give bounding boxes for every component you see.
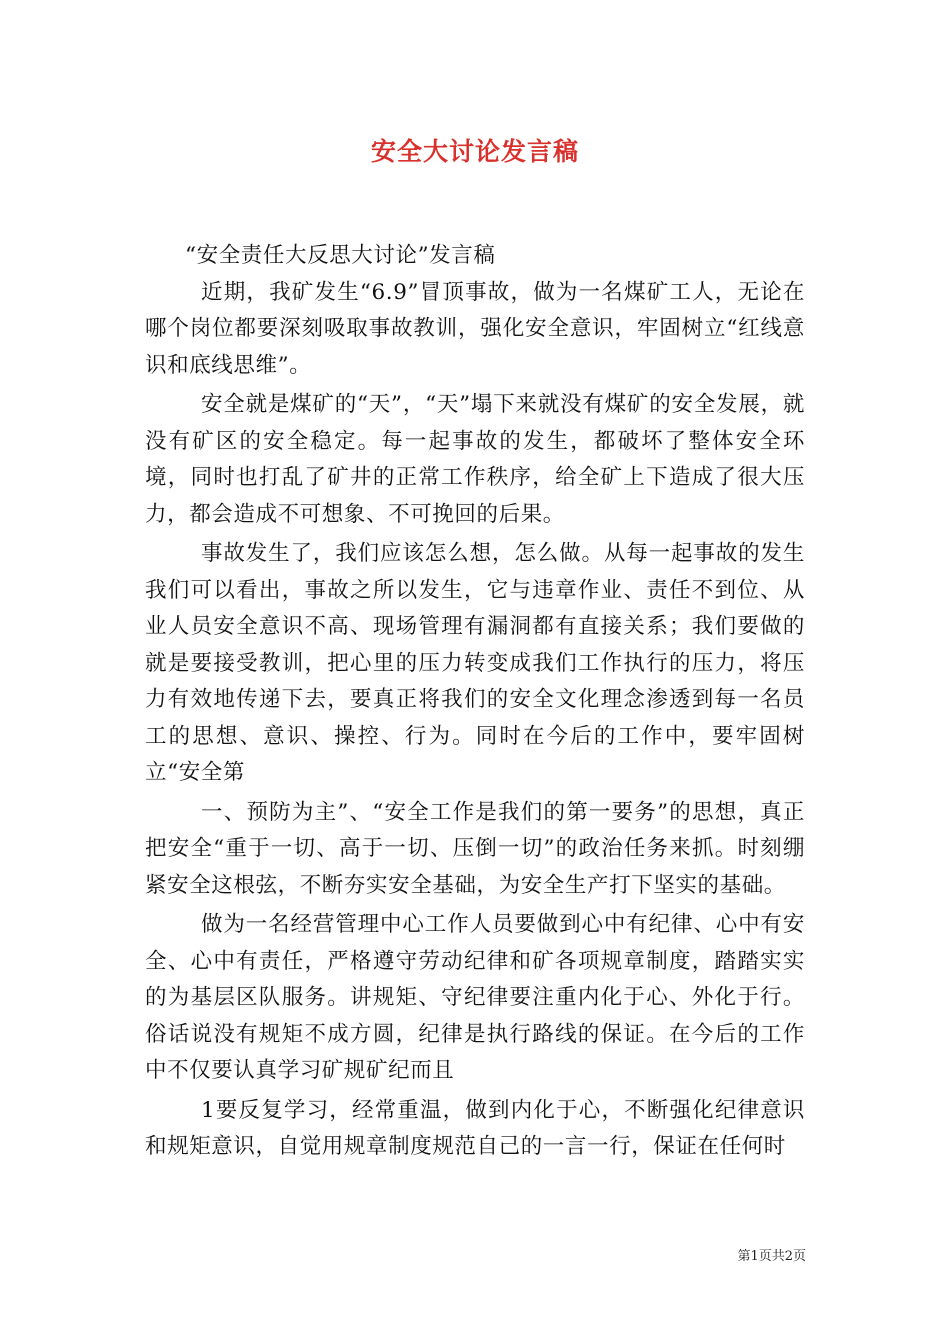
document-body (145, 238, 805, 1169)
paragraph-6: 1要反复学习，经常重温，做到内化于心，不断强化纪律意识和规矩意识，自觉用规章制度规范自己的一言一行，保证在任何时 (145, 1097, 805, 1159)
document-subtitle: “安全责任大反思大讨论”发言稿 (185, 243, 496, 268)
document-title: 安全大讨论发言稿 (370, 137, 579, 166)
page-number: 第1页共2页 (737, 1249, 806, 1264)
paragraph-1: 近期，我矿发生“6.9”冒顶事故，做为一名煤矿工人，无论在哪个岗位都要深刻吸取事故教训，强化安全意识，牢固树立“红线意识和底线思维”。 (145, 279, 805, 378)
paragraph-2: 安全就是煤矿的“天”，“天”塌下来就没有煤矿的安全发展，就没有矿区的安全稳定。每一起事故的发生，都破坏了整体安全环境，同时也打乱了矿井的正常工作秩序，给全矿上下造成了很大压力，都会造成不可想象、不可挽回的后果。 (145, 392, 805, 527)
paragraph-3: 事故发生了，我们应该怎么想，怎么做。从每一起事故的发生我们可以看出，事故之所以发生，它与违章作业、责任不到位、从业人员安全意识不高、现场管理有漏洞都有直接关系；我们要做的就是要接受教训，把心里的压力转变成我们工作执行的压力，将压力有效地传递下去，要真正将我们的安全文化理念渗透到每一名员工的思想、意识、操控、行为。同时在今后的工作中，要牢固树立“安全第 (145, 541, 805, 785)
paragraph-4: 一、预防为主”、“安全工作是我们的第一要务”的思想，真正把安全“重于一切、高于一切、压倒一切”的政治任务来抓。时刻绷紧安全这根弦，不断夯实安全基础，为安全生产打下坚实的基础。 (145, 799, 805, 898)
page-footer (0, 1248, 806, 1266)
paragraph-5: 做为一名经营管理中心工作人员要做到心中有纪律、心中有安全、心中有责任，严格遵守劳动纪律和矿各项规章制度，踏踏实实的为基层区队服务。讲规矩、守纪律要注重内化于心、外化于行。俗话说没有规矩不成方圆，纪律是执行路线的保证。在今后的工作中不仅要认真学习矿规矿纪而且 (145, 912, 805, 1083)
